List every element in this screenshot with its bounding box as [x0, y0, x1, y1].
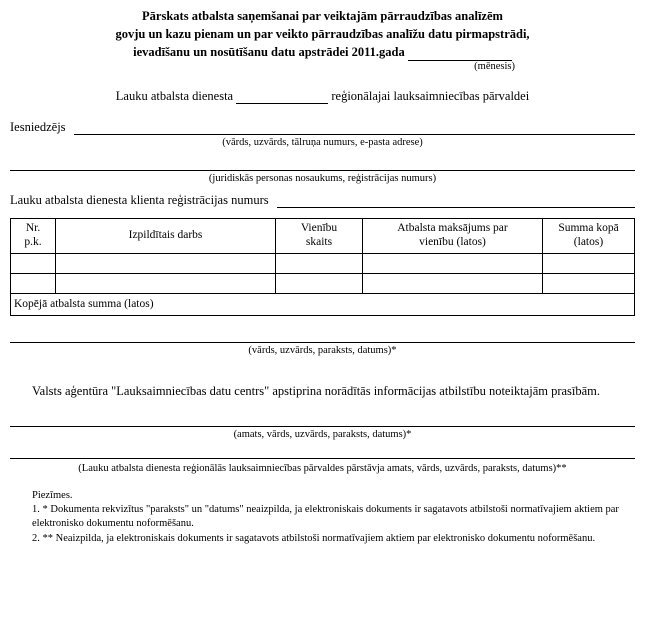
table-row[interactable] [11, 253, 635, 273]
title-line-3 [10, 44, 635, 62]
notes-heading: Piezīmes. [32, 490, 73, 502]
agency-line-suffix: reģionālajai lauksaimniecības pārvaldei [331, 89, 530, 104]
table-header-sum-line1: Summa kopā [558, 222, 619, 235]
table-header-nr-line1: Nr. [25, 222, 41, 235]
cell-unit[interactable] [276, 253, 363, 273]
table-header-row [11, 219, 635, 253]
month-caption: (mēnesis) [474, 61, 515, 73]
table-row[interactable] [11, 273, 635, 293]
notes-block [10, 489, 635, 545]
support-table [10, 218, 635, 315]
table-header-payment-line1: Atbalsta maksājums par [397, 222, 508, 235]
cell-payment[interactable] [363, 253, 543, 273]
cell-payment[interactable] [363, 273, 543, 293]
region-blank-field[interactable] [236, 91, 328, 104]
table-header-unit [276, 219, 363, 253]
table-header-nr [11, 219, 56, 253]
title-line-3-text: ievadīšanu un nosūtīšanu datu apstrādei 2011.gada [133, 44, 405, 59]
table-header-sum [543, 219, 635, 253]
table-header-payment [363, 219, 543, 253]
signature-caption-3: (Lauku atbalsta dienesta reģionālās lauksaimniecības pārvaldes pārstāvja amats, vārds, uzvārds, paraksts, datums)** [78, 462, 567, 474]
client-reg-row [10, 193, 635, 208]
table-header-unit-line2: skaits [305, 236, 333, 248]
title-line-1: Pārskats atbalsta saņemšanai par veiktajām pārraudzības analīzēm [142, 9, 503, 23]
title-line-2: govju un kazu pienam un par veikto pārraudzības analīžu datu pirmapstrādi, [115, 26, 530, 41]
cell-sum[interactable] [543, 273, 635, 293]
signature-line-2[interactable] [10, 426, 635, 427]
cell-nr[interactable] [11, 273, 56, 293]
table-total-row[interactable] [11, 293, 635, 315]
submitter-input-line[interactable] [74, 122, 635, 135]
agency-line [10, 89, 635, 104]
cell-unit[interactable] [276, 273, 363, 293]
month-blank-field[interactable] [408, 48, 512, 61]
table-header-unit-line1: Vienību [300, 222, 338, 235]
signature-line-1[interactable] [10, 342, 635, 343]
document-title [10, 8, 635, 61]
signature-caption-1: (vārds, uzvārds, paraksts, datums)* [248, 344, 397, 356]
client-reg-input-line[interactable] [277, 196, 635, 209]
cell-sum[interactable] [543, 253, 635, 273]
cell-work[interactable] [56, 253, 276, 273]
cell-nr[interactable] [11, 253, 56, 273]
table-header-payment-line2: vienību (latos) [419, 236, 486, 248]
table-header-nr-line2: p.k. [24, 236, 42, 248]
submitter-label: Iesniedzējs [10, 120, 66, 135]
cell-work[interactable] [56, 273, 276, 293]
agency-line-prefix: Lauku atbalsta dienesta [115, 89, 234, 104]
client-reg-label: Lauku atbalsta dienesta klienta reģistrācijas numurs [10, 193, 269, 208]
signature-caption-2: (amats, vārds, uzvārds, paraksts, datums)* [233, 428, 412, 440]
note-item-1: 1. * Dokumenta rekvizītus "paraksts" un "datums" neaizpilda, ja elektroniskais dokuments ir sagatavots atbilstoši normatīvajiem aktiem par elektronisko dokumentu noformēšanu. [32, 504, 619, 530]
legal-entity-caption: (juridiskās personas nosaukums, reģistrācijas numurs) [208, 172, 437, 184]
table-header-sum-line2: (latos) [573, 236, 604, 248]
note-item-2: 2. ** Neaizpilda, ja elektroniskais dokuments ir sagatavots atbilstoši normatīvajiem aktiem par elektronisko dokumentu noformēšanu. [32, 532, 596, 544]
legal-entity-input-line[interactable] [10, 170, 635, 171]
signature-line-3[interactable] [10, 458, 635, 459]
submitter-caption: (vārds, uzvārds, tālruņa numurs, e-pasta adrese) [222, 137, 423, 149]
table-header-work: Izpildītais darbs [56, 219, 276, 253]
submitter-row [10, 120, 635, 135]
confirmation-statement: Valsts aģentūra "Lauksaimniecības datu centrs" apstiprina norādītās informācijas atbilstību noteiktajām prasībām. [32, 383, 601, 398]
table-total-label: Kopējā atbalsta summa (latos) [11, 293, 635, 315]
